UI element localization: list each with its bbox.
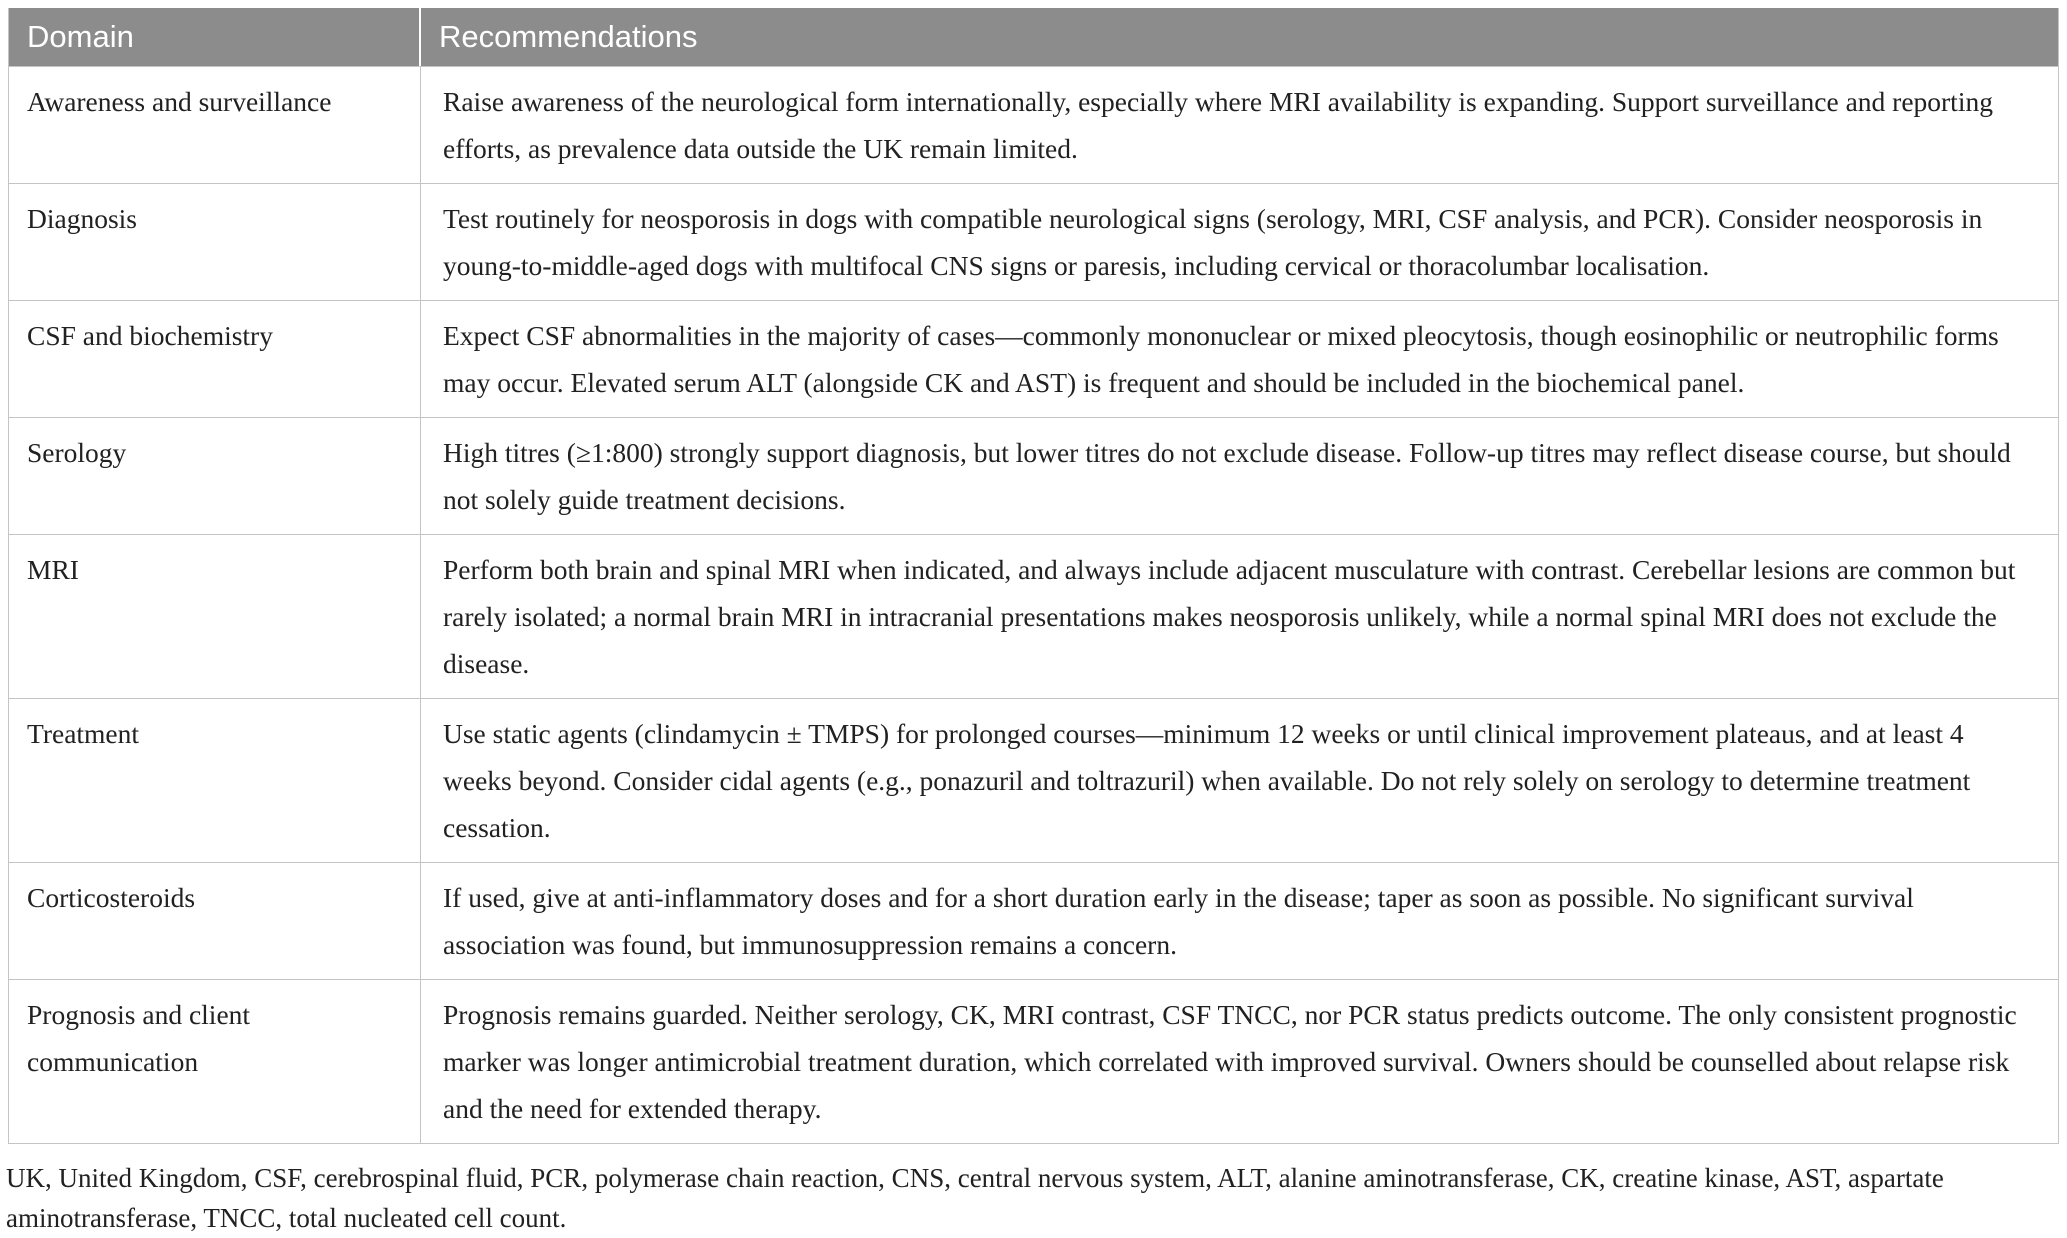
table-row xyxy=(9,183,2058,300)
table-footnote: UK, United Kingdom, CSF, cerebrospinal fluid, PCR, polymerase chain reaction, CNS, central nervous system, ALT, alanine aminotransferase, CK, creatine kinase, AST, aspartate aminotransferase, TNCC, total nucleated cell count. xyxy=(6,1163,1944,1233)
domain-cell: Prognosis and client communication xyxy=(9,980,421,1143)
recommendations-table xyxy=(8,8,2059,1144)
domain-cell: Corticosteroids xyxy=(9,863,421,979)
header-cell-recommendations: Recommendations xyxy=(439,19,698,54)
table-row xyxy=(9,66,2058,183)
table-row xyxy=(9,979,2058,1143)
table-row xyxy=(9,862,2058,979)
recommendation-cell: Test routinely for neosporosis in dogs with compatible neurological signs (serology, MRI, CSF analysis, and PCR). Consider neosporosis in young-to-middle-aged dogs with multifocal CNS signs or paresis, including cervical or thoracolumbar localisation. xyxy=(443,203,1983,281)
domain-cell: MRI xyxy=(9,535,421,698)
recommendation-cell: Expect CSF abnormalities in the majority of cases—commonly mononuclear or mixed pleocytosis, though eosinophilic or neutrophilic forms may occur. Elevated serum ALT (alongside CK and AST) is frequent and should be included in the biochemical panel. xyxy=(443,320,1999,398)
domain-cell: Treatment xyxy=(9,699,421,862)
table-row xyxy=(9,534,2058,698)
domain-cell: CSF and biochemistry xyxy=(9,301,421,417)
table-row xyxy=(9,698,2058,862)
recommendation-cell: High titres (≥1:800) strongly support diagnosis, but lower titres do not exclude disease. Follow-up titres may reflect disease course, but should not solely guide treatment decisions. xyxy=(443,437,2011,515)
header-cell-domain: Domain xyxy=(9,8,421,66)
domain-cell: Serology xyxy=(9,418,421,534)
recommendation-cell: Use static agents (clindamycin ± TMPS) for prolonged courses—minimum 12 weeks or until clinical improvement plateaus, and at least 4 weeks beyond. Consider cidal agents (e.g., ponazuril and toltrazuril) when available. Do not rely solely on serology to determine treatment cessation. xyxy=(443,718,1971,843)
recommendation-cell: Raise awareness of the neurological form internationally, especially where MRI availability is expanding. Support surveillance and reporting efforts, as prevalence data outside the UK remain limited. xyxy=(443,86,1993,164)
recommendation-cell: If used, give at anti-inflammatory doses and for a short duration early in the disease; taper as soon as possible. No significant survival association was found, but immunosuppression remains a concern. xyxy=(443,882,1914,960)
table-row xyxy=(9,300,2058,417)
domain-cell: Diagnosis xyxy=(9,184,421,300)
domain-cell: Awareness and surveillance xyxy=(9,67,421,183)
recommendation-cell: Perform both brain and spinal MRI when indicated, and always include adjacent musculature with contrast. Cerebellar lesions are common but rarely isolated; a normal brain MRI in intracranial presentations makes neosporosis unlikely, while a normal spinal MRI does not exclude the disease. xyxy=(443,554,2016,679)
table-header-row xyxy=(9,8,2058,66)
table-row xyxy=(9,417,2058,534)
recommendation-cell: Prognosis remains guarded. Neither serology, CK, MRI contrast, CSF TNCC, nor PCR status predicts outcome. The only consistent prognostic marker was longer antimicrobial treatment duration, which correlated with improved survival. Owners should be counselled about relapse risk and the need for extended therapy. xyxy=(443,999,2017,1124)
